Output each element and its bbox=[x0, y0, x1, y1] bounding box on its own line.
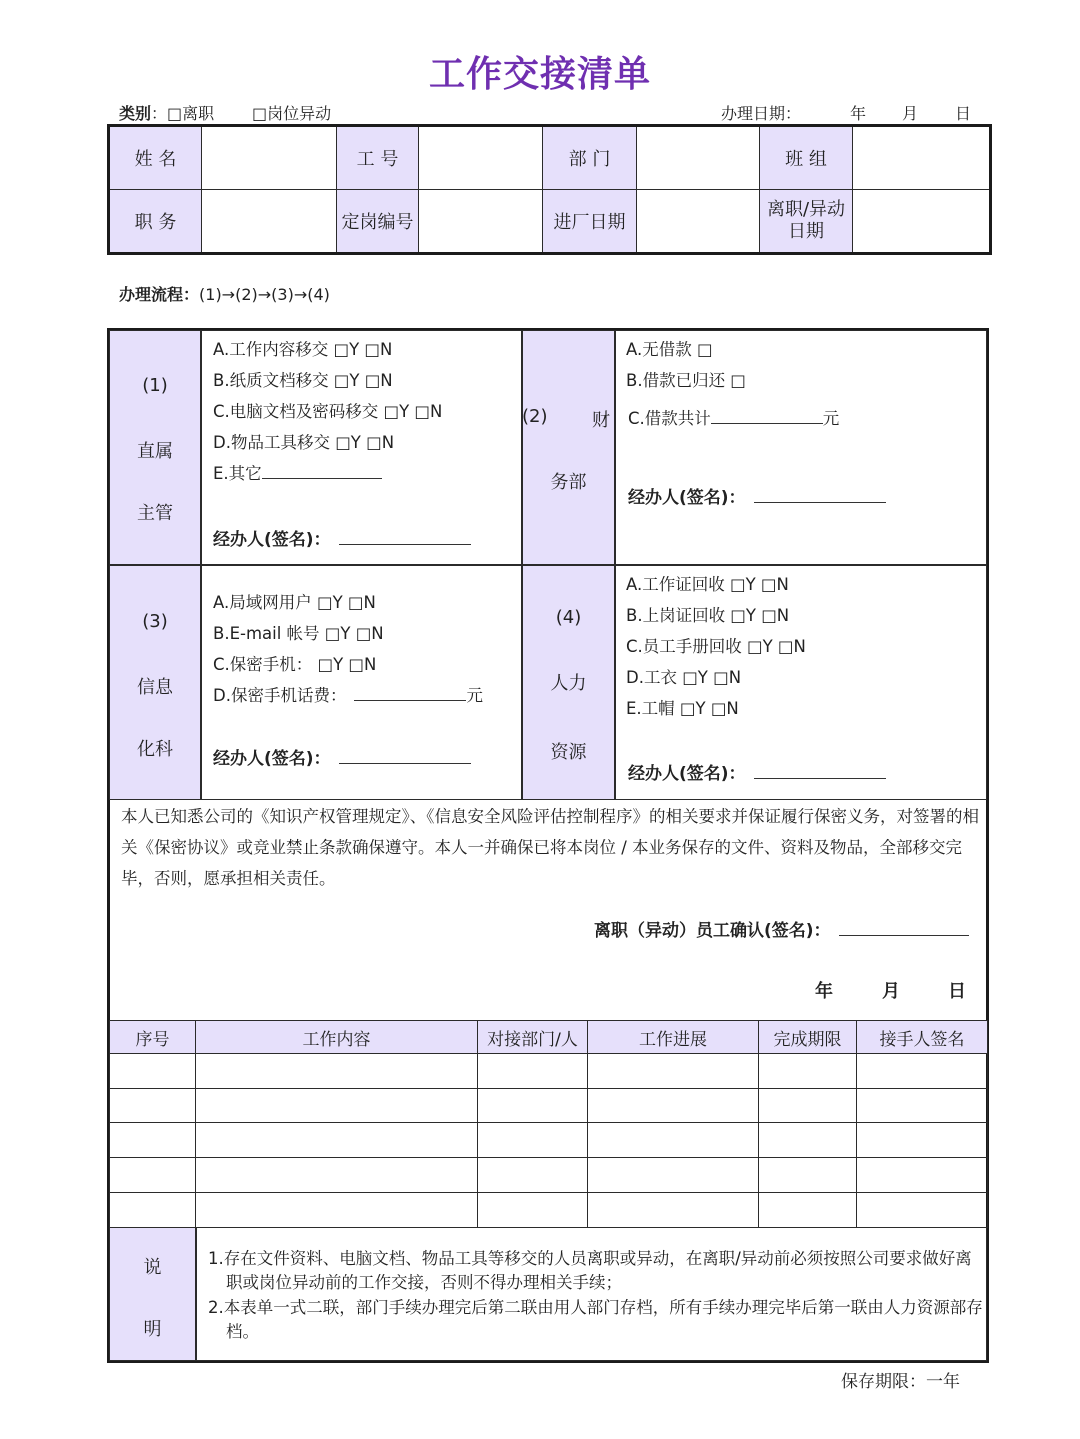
s3-phone-label: D.保密手机话费： bbox=[213, 686, 347, 705]
table-cell[interactable] bbox=[588, 1158, 759, 1193]
table-cell[interactable] bbox=[196, 1054, 478, 1089]
table-cell[interactable] bbox=[857, 1123, 988, 1158]
s3-item-c[interactable]: C.保密手机： □Y □N bbox=[213, 655, 377, 674]
section4-name-line1: 人力 bbox=[550, 673, 587, 694]
s2-loan-unit: 元 bbox=[822, 409, 840, 428]
table-row bbox=[110, 1054, 988, 1089]
section2-name-line1: 财 bbox=[592, 410, 610, 431]
s4-sign-row bbox=[628, 759, 886, 784]
table-row bbox=[110, 1193, 988, 1228]
confirm-sign-row bbox=[594, 916, 969, 941]
table-cell[interactable] bbox=[478, 1123, 588, 1158]
confirm-month: 月 bbox=[882, 981, 900, 1002]
notes-label-line2: 明 bbox=[143, 1319, 162, 1340]
employee-info-table bbox=[107, 124, 992, 255]
leave-date-label-line2: 日期 bbox=[788, 221, 824, 242]
name-label: 姓 名 bbox=[109, 126, 202, 190]
col-progress: 工作进展 bbox=[588, 1021, 759, 1054]
post-no-field[interactable] bbox=[419, 190, 543, 254]
id-field[interactable] bbox=[419, 126, 543, 190]
s4-item-d[interactable]: D.工衣 □Y □N bbox=[626, 668, 742, 687]
s4-sign-label: 经办人(签名)： bbox=[628, 764, 746, 784]
dept-field[interactable] bbox=[637, 126, 760, 190]
date-year: 年 bbox=[850, 104, 867, 123]
s2-item-a[interactable]: A.无借款 □ bbox=[626, 340, 713, 359]
s1-sign-blank[interactable] bbox=[339, 529, 471, 545]
s1-sign-label: 经办人(签名)： bbox=[213, 530, 331, 550]
table-cell[interactable] bbox=[478, 1158, 588, 1193]
s4-item-e[interactable]: E.工帽 □Y □N bbox=[626, 699, 739, 718]
id-label: 工 号 bbox=[337, 126, 419, 190]
handover-header-row bbox=[110, 1021, 988, 1054]
s2-item-b[interactable]: B.借款已归还 □ bbox=[626, 371, 746, 390]
table-cell[interactable] bbox=[196, 1123, 478, 1158]
s3-sign-row bbox=[213, 744, 471, 769]
dept-label: 部 门 bbox=[543, 126, 637, 190]
table-row bbox=[110, 1123, 988, 1158]
s1-other-label: E.其它 bbox=[213, 464, 262, 483]
page-title: 工作交接清单 bbox=[428, 54, 651, 95]
table-cell[interactable] bbox=[478, 1193, 588, 1228]
s3-phone-blank[interactable] bbox=[354, 685, 466, 701]
table-cell[interactable] bbox=[196, 1193, 478, 1228]
confirm-year: 年 bbox=[815, 981, 833, 1002]
s2-sign-row bbox=[628, 483, 886, 508]
section1-number: (1) bbox=[142, 375, 168, 396]
section2-content-cell bbox=[615, 330, 987, 565]
table-cell[interactable] bbox=[196, 1089, 478, 1123]
table-cell[interactable] bbox=[110, 1054, 196, 1089]
leave-date-field[interactable] bbox=[853, 190, 991, 254]
confirm-day: 日 bbox=[948, 981, 966, 1002]
table-cell[interactable] bbox=[588, 1123, 759, 1158]
section2-name-line2: 务部 bbox=[550, 472, 587, 493]
s2-loan-blank[interactable] bbox=[711, 408, 823, 424]
s1-other-blank[interactable] bbox=[262, 463, 382, 479]
s4-item-a[interactable]: A.工作证回收 □Y □N bbox=[626, 575, 789, 594]
section4-number: (4) bbox=[555, 607, 582, 628]
table-cell[interactable] bbox=[588, 1054, 759, 1089]
name-field[interactable] bbox=[202, 126, 337, 190]
col-work-content: 工作内容 bbox=[196, 1021, 478, 1054]
confirm-sign-label: 离职（异动）员工确认(签名)： bbox=[594, 921, 831, 941]
table-row bbox=[110, 1158, 988, 1193]
table-cell[interactable] bbox=[110, 1089, 196, 1123]
date-label: 办理日期： bbox=[721, 104, 802, 123]
handover-table bbox=[109, 1020, 988, 1228]
table-cell[interactable] bbox=[857, 1089, 988, 1123]
table-row bbox=[110, 1089, 988, 1123]
col-receiver-sign: 接手人签名 bbox=[857, 1021, 988, 1054]
table-cell[interactable] bbox=[478, 1089, 588, 1123]
leave-date-label bbox=[760, 190, 853, 254]
table-cell[interactable] bbox=[110, 1158, 196, 1193]
table-cell[interactable] bbox=[759, 1193, 857, 1228]
team-label: 班 组 bbox=[760, 126, 853, 190]
s3-phone-unit: 元 bbox=[466, 686, 483, 705]
table-cell[interactable] bbox=[110, 1193, 196, 1228]
section3-name-line1: 信息 bbox=[137, 677, 173, 698]
table-cell[interactable] bbox=[588, 1193, 759, 1228]
post-no-label: 定岗编号 bbox=[337, 190, 419, 254]
s3-item-d bbox=[213, 682, 483, 706]
s4-item-b[interactable]: B.上岗证回收 □Y □N bbox=[626, 606, 790, 625]
s2-sign-label: 经办人(签名)： bbox=[628, 488, 746, 508]
table-cell[interactable] bbox=[857, 1054, 988, 1089]
col-seq: 序号 bbox=[110, 1021, 196, 1054]
s1-item-e bbox=[213, 460, 382, 484]
category-colon: ： bbox=[151, 104, 168, 123]
section2-label-cell bbox=[522, 330, 615, 565]
table-cell[interactable] bbox=[478, 1054, 588, 1089]
section2-number: (2) bbox=[522, 406, 548, 427]
leave-date-label-line1: 离职/异动 bbox=[766, 199, 846, 220]
process-flow bbox=[119, 282, 330, 305]
s3-item-b[interactable]: B.E-mail 帐号 □Y □N bbox=[213, 624, 384, 643]
s1-sign-row bbox=[213, 525, 471, 550]
table-cell[interactable] bbox=[588, 1089, 759, 1123]
category-row bbox=[119, 101, 214, 124]
section1-name-line2: 主管 bbox=[137, 503, 173, 524]
s1-item-b[interactable]: B.纸质文档移交 □Y □N bbox=[213, 371, 393, 390]
section4-name-line2: 资源 bbox=[550, 742, 587, 763]
notes-label-line1: 说 bbox=[143, 1257, 162, 1278]
table-cell[interactable] bbox=[110, 1123, 196, 1158]
join-date-label: 进厂日期 bbox=[543, 190, 637, 254]
s4-item-c[interactable]: C.员工手册回收 □Y □N bbox=[626, 637, 806, 656]
retention-period: 保存期限：一年 bbox=[841, 1372, 960, 1392]
s1-item-d[interactable]: D.物品工具移交 □Y □N bbox=[213, 433, 395, 452]
note-1: 1.存在文件资料、电脑文档、物品工具等移交的人员离职或异动，在离职/异动前必须按照公司要求做好离职或岗位异动前的工作交接，否则不得办理相关手续； bbox=[208, 1249, 972, 1292]
note-2: 2.本表单一式二联，部门手续办理完后第二联由用人部门存档，所有手续办理完毕后第一联由人力资源部存档。 bbox=[208, 1298, 983, 1341]
s1-item-c[interactable]: C.电脑文档及密码移交 □Y □N bbox=[213, 402, 443, 421]
table-cell[interactable] bbox=[857, 1158, 988, 1193]
table-cell[interactable] bbox=[196, 1158, 478, 1193]
option-leave-checkbox[interactable]: □离职 bbox=[167, 104, 215, 123]
s1-item-a[interactable]: A.工作内容移交 □Y □N bbox=[213, 340, 393, 359]
s3-item-a[interactable]: A.局域网用户 □Y □N bbox=[213, 593, 376, 612]
table-cell[interactable] bbox=[759, 1158, 857, 1193]
s2-item-c bbox=[628, 405, 839, 429]
position-label: 职 务 bbox=[109, 190, 202, 254]
table-cell[interactable] bbox=[759, 1089, 857, 1123]
s2-loan-label: C.借款共计 bbox=[628, 409, 711, 428]
process-flow-value: (1)→(2)→(3)→(4) bbox=[199, 285, 330, 304]
col-deadline: 完成期限 bbox=[759, 1021, 857, 1054]
option-transfer-checkbox[interactable]: □岗位异动 bbox=[252, 104, 332, 123]
table-cell[interactable] bbox=[759, 1054, 857, 1089]
s3-sign-label: 经办人(签名)： bbox=[213, 749, 331, 769]
section3-number: (3) bbox=[142, 611, 168, 632]
date-month: 月 bbox=[902, 104, 919, 123]
date-day: 日 bbox=[955, 104, 972, 123]
process-flow-label: 办理流程： bbox=[119, 285, 200, 304]
section3-name-line2: 化科 bbox=[137, 739, 173, 760]
col-contact-dept: 对接部门/人 bbox=[478, 1021, 588, 1054]
table-cell[interactable] bbox=[759, 1123, 857, 1158]
section1-name-line1: 直属 bbox=[137, 441, 173, 462]
position-field[interactable] bbox=[202, 190, 337, 254]
category-label: 类别 bbox=[119, 104, 152, 123]
table-cell[interactable] bbox=[857, 1193, 988, 1228]
s2-sign-blank[interactable] bbox=[754, 487, 886, 503]
confirm-sign-blank[interactable] bbox=[839, 920, 969, 936]
s4-sign-blank[interactable] bbox=[754, 763, 886, 779]
join-date-field[interactable] bbox=[637, 190, 760, 254]
declaration-text: 本人已知悉公司的《知识产权管理规定》、《信息安全风险评估控制程序》的相关要求并保证履行保密义务，对签署的相关《保密协议》或竞业禁止条款确保遵守。本人一并确保已将本岗位 / 本业务保存的文件、资料及物品，全部移交完毕，否则，愿承担相关责任。 bbox=[121, 807, 979, 888]
s3-sign-blank[interactable] bbox=[339, 748, 471, 764]
team-field[interactable] bbox=[853, 126, 991, 190]
